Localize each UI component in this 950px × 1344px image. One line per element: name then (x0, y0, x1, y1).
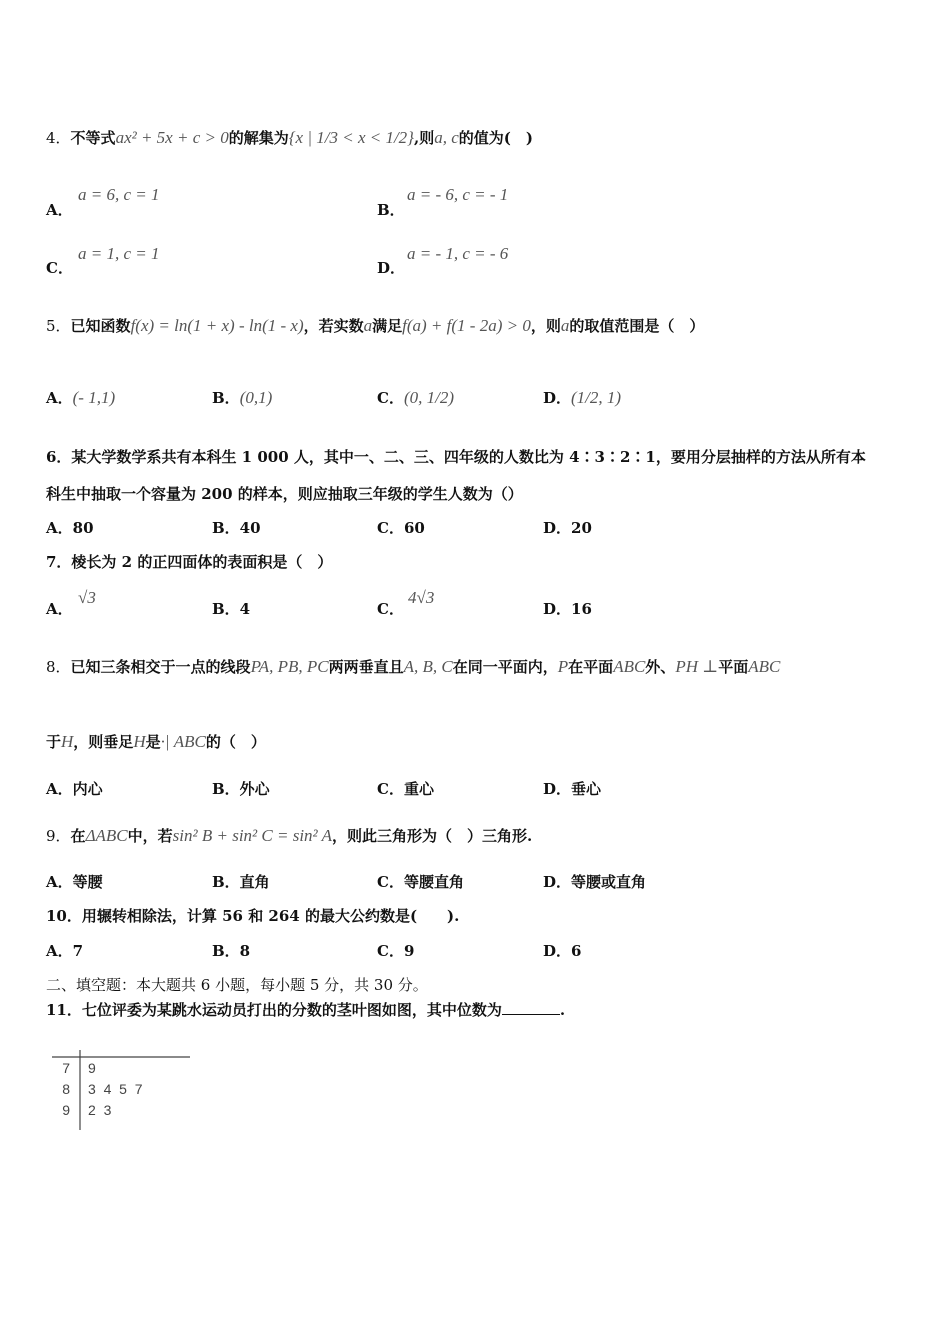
q4-option-c-math: a = 1, c = 1 (78, 244, 160, 263)
q6-option-c[interactable]: C．60 (377, 519, 425, 537)
q5-option-b[interactable]: B．(0,1) (212, 388, 273, 407)
math-inequality: ax² + 5x + c > 0 (115, 128, 229, 147)
q4-option-b-math: a = - 6, c = - 1 (407, 185, 509, 204)
q10-option-a[interactable]: A．7 (46, 942, 84, 960)
q8-option-b[interactable]: B．外心 (212, 780, 270, 798)
question-6-line-2: 科生中抽取一个容量为 200 的样本，则应抽取三年级的学生人数为（） (46, 485, 523, 503)
q4-option-d[interactable]: D． (377, 259, 406, 277)
q6-option-d[interactable]: D．20 (543, 519, 592, 537)
q7-option-a-math: √3 (78, 588, 96, 607)
q7-option-c[interactable]: C． (377, 600, 404, 618)
math-condition: f(a) + f(1 - 2a) > 0 (402, 316, 531, 335)
question-7: 7．棱长为 2 的正四面体的表面积是（ ） (46, 553, 333, 571)
q9-option-c[interactable]: C．等腰直角 (377, 873, 464, 891)
question-4: 4．不等式ax² + 5x + c > 0的解集为{x | 1/3 < x < 1/2},则a, c的值为( ) (46, 128, 533, 147)
q8-option-d[interactable]: D．垂心 (543, 780, 602, 798)
question-8-line-2: 于H，则垂足H是·| ABC的（ ） (46, 732, 266, 751)
q6-option-a[interactable]: A．80 (46, 519, 94, 537)
q4-option-a-math: a = 6, c = 1 (78, 185, 160, 204)
q7-option-c-math: 4√3 (408, 588, 435, 607)
question-8-line-1: 8．已知三条相交于一点的线段PA, PB, PC两两垂直且A, B, C在同一平面内，P在平面ABC外、PH ⊥平面ABC (46, 657, 781, 676)
q10-option-c[interactable]: C．9 (377, 942, 415, 960)
math-solution-set: {x | 1/3 < x < 1/2} (288, 128, 414, 147)
q7-option-b[interactable]: B．4 (212, 600, 251, 618)
q7-option-d[interactable]: D．16 (543, 600, 592, 618)
question-5: 5．已知函数f(x) = ln(1 + x) - ln(1 - x)，若实数a满足f(a) + f(1 - 2a) > 0，则a的取值范围是（ ） (46, 316, 705, 335)
question-10: 10．用辗转相除法，计算 56 和 264 的最大公约数是( ). (46, 907, 460, 925)
q10-option-b[interactable]: B．8 (212, 942, 251, 960)
q4-option-d-math: a = - 1, c = - 6 (407, 244, 509, 263)
question-9: 9．在ΔABC中，若sin² B + sin² C = sin² A，则此三角形为（ ）三角形. (46, 826, 533, 845)
q10-option-d[interactable]: D．6 (543, 942, 582, 960)
q8-option-c[interactable]: C．重心 (377, 780, 434, 798)
question-number: 4． (46, 129, 71, 147)
q5-option-d[interactable]: D．(1/2, 1) (543, 388, 622, 407)
math-function: f(x) = ln(1 + x) - ln(1 - x) (130, 316, 304, 335)
q9-option-b[interactable]: B．直角 (212, 873, 270, 891)
q5-option-a[interactable]: A．(- 1,1) (46, 388, 116, 407)
q4-option-b[interactable]: B． (377, 201, 405, 219)
q4-option-c[interactable]: C． (46, 259, 73, 277)
q9-option-a[interactable]: A．等腰 (46, 873, 103, 891)
q4-option-a[interactable]: A． (46, 201, 73, 219)
q7-option-a[interactable]: A． (46, 600, 73, 618)
math-vars: a, c (434, 128, 459, 147)
answer-blank[interactable] (502, 1000, 560, 1015)
stem-leaf-plot: 7 9 8 3 4 5 7 9 2 3 (50, 1050, 200, 1132)
q6-option-b[interactable]: B．40 (212, 519, 261, 537)
question-11: 11．七位评委为某跳水运动员打出的分数的茎叶图如图，其中位数为 . (46, 1001, 566, 1019)
q9-option-d[interactable]: D．等腰或直角 (543, 873, 647, 891)
q8-option-a[interactable]: A．内心 (46, 780, 103, 798)
q5-option-c[interactable]: C．(0, 1/2) (377, 388, 454, 407)
question-6-line-1: 6．某大学数学系共有本科生 1 000 人，其中一、二、三、四年级的人数比为 4∶3∶2∶1，要用分层抽样的方法从所有本 (46, 448, 866, 466)
section-heading: 二、填空题：本大题共 6 小题，每小题 5 分，共 30 分。 (46, 976, 428, 994)
